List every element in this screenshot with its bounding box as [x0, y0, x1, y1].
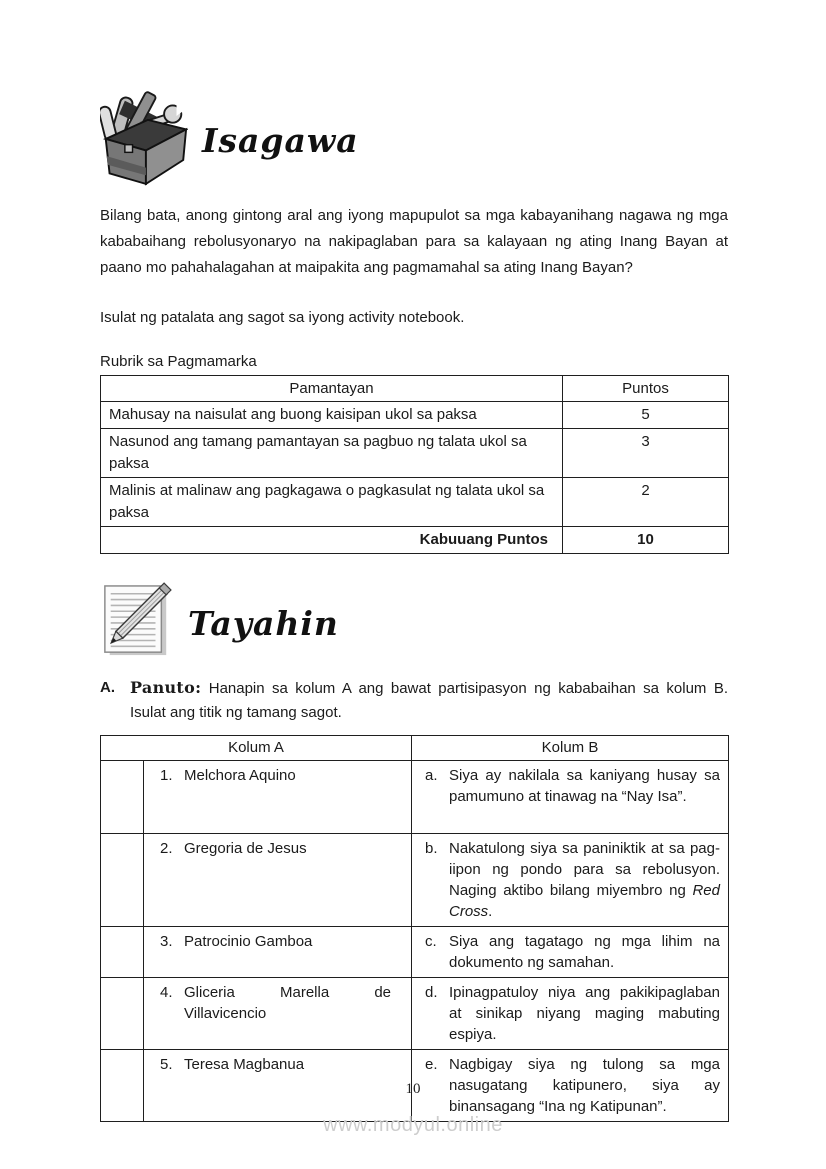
kolum-b-item: [412, 834, 729, 927]
item-desc: [449, 765, 720, 807]
rubric-criterion: Malinis at malinaw ang pagkagawa o pagkasulat ng talata ukol sa paksa: [101, 478, 563, 527]
isagawa-title: Isagawa: [202, 120, 359, 160]
panuto-body: [130, 676, 728, 725]
desc-segment-italic: Red Cross: [449, 882, 720, 920]
item-name: Teresa Magbanua: [184, 1056, 305, 1073]
item-letter: d.: [425, 984, 438, 1001]
answer-blank-cell: [101, 761, 144, 834]
rubric-row: [101, 402, 729, 429]
answer-blank-cell: [101, 834, 144, 927]
kolum-a-item: [144, 978, 412, 1050]
rubric-points: 2: [563, 478, 729, 527]
desc-segment: Nagbigay siya ng tulong sa mga nasugatang katipunero, siya ay binansagang “Ina ng Katipunan”.: [449, 1056, 720, 1115]
item-letter: c.: [425, 933, 437, 950]
rubric-col-criteria: Pamantayan: [101, 376, 563, 402]
item-desc: [449, 982, 720, 1045]
desc-segment: .: [488, 903, 493, 920]
rubric-total-label: Kabuuang Puntos: [101, 527, 563, 554]
item-letter: a.: [425, 767, 438, 784]
rubric-points: 3: [563, 429, 729, 478]
item-name: Patrocinio Gamboa: [184, 933, 313, 950]
item-name: Gregoria de Jesus: [184, 840, 307, 857]
matching-table: [100, 735, 729, 1122]
isagawa-instruction: Isulat ng patalata ang sagot sa iyong activity notebook.: [100, 309, 465, 326]
watermark: www.modyul.online: [323, 1114, 503, 1136]
kolum-b-item: [412, 927, 729, 978]
table-row: [101, 834, 729, 927]
item-name: Gliceria Marella de Villavicencio: [184, 984, 391, 1022]
rubric-col-points: Puntos: [563, 376, 729, 402]
answer-blank-cell: [101, 978, 144, 1050]
rubric-criterion: Nasunod ang tamang pamantayan sa pagbuo ng talata ukol sa paksa: [101, 429, 563, 478]
item-number: 5.: [160, 1056, 173, 1073]
item-letter: b.: [425, 840, 438, 857]
panuto-text: Hanapin sa kolum A ang bawat partisipasyon ng kababaihan sa kolum B. Isulat ang titik ng tamang sagot.: [130, 680, 729, 721]
item-desc: [449, 838, 720, 922]
rubric-label: Rubrik sa Pagmamarka: [100, 353, 257, 370]
answer-blank-cell: [101, 927, 144, 978]
isagawa-intro-paragraph: Bilang bata, anong gintong aral ang iyong mapupulot sa mga kabayanihang nagawa ng mga kababaihang rebolusyonaryo na nakipaglaban para sa kalayaan ng ating Inang Bayan at paano mo pahahalagahan at maipakita ang pagmamahal sa ating Inang Bayan?: [100, 207, 728, 276]
rubric-table: [100, 375, 729, 554]
kolum-a-item: [144, 834, 412, 927]
tayahin-section-header: [100, 582, 728, 664]
item-number: 2.: [160, 840, 173, 857]
item-number: 4.: [160, 984, 173, 1001]
desc-segment: Siya ang tagatago ng mga lihim na dokumento ng samahan.: [449, 933, 720, 971]
rubric-header-row: [101, 376, 729, 402]
rubric-row: [101, 478, 729, 527]
tayahin-title: Tayahin: [188, 603, 339, 643]
kolum-a-item: [144, 927, 412, 978]
kolum-b-item: [412, 761, 729, 834]
desc-segment: Nakatulong siya sa paniniktik at sa pag-iipon ng pondo para sa rebolusyon. Naging aktibo bilang miyembro ng: [449, 840, 720, 899]
rubric-total-row: [101, 527, 729, 554]
page-number: 10: [405, 1081, 421, 1097]
kolum-b-item: [412, 978, 729, 1050]
table-row: [101, 761, 729, 834]
rubric-total-points: 10: [563, 527, 729, 554]
notepad-pencil-icon: [100, 582, 174, 664]
item-number: 1.: [160, 767, 173, 784]
panuto-label: Panuto:: [130, 678, 202, 697]
table-row: [101, 978, 729, 1050]
item-letter: e.: [425, 1056, 438, 1073]
kolum-b-header: Kolum B: [412, 736, 729, 761]
page-content: [100, 0, 728, 1122]
desc-segment: Siya ay nakilala sa kaniyang husay sa pamumuno at tinawag na “Nay Isa”.: [449, 767, 720, 805]
rubric-row: [101, 429, 729, 478]
isagawa-section-header: [100, 0, 728, 190]
rubric-criterion: Mahusay na naisulat ang buong kaisipan ukol sa paksa: [101, 402, 563, 429]
kolum-a-header: Kolum A: [101, 736, 412, 761]
panuto-block: [100, 676, 728, 725]
item-number: 3.: [160, 933, 173, 950]
item-desc: [449, 931, 720, 973]
toolbox-icon: [100, 90, 188, 190]
desc-segment: Ipinagpatuloy niya ang pakikipaglaban at sinikap niyang maging mabuting espiya.: [449, 984, 720, 1043]
section-letter: A.: [100, 679, 115, 696]
rubric-points: 5: [563, 402, 729, 429]
matching-header-row: [101, 736, 729, 761]
table-row: [101, 927, 729, 978]
kolum-a-item: [144, 761, 412, 834]
item-name: Melchora Aquino: [184, 767, 296, 784]
